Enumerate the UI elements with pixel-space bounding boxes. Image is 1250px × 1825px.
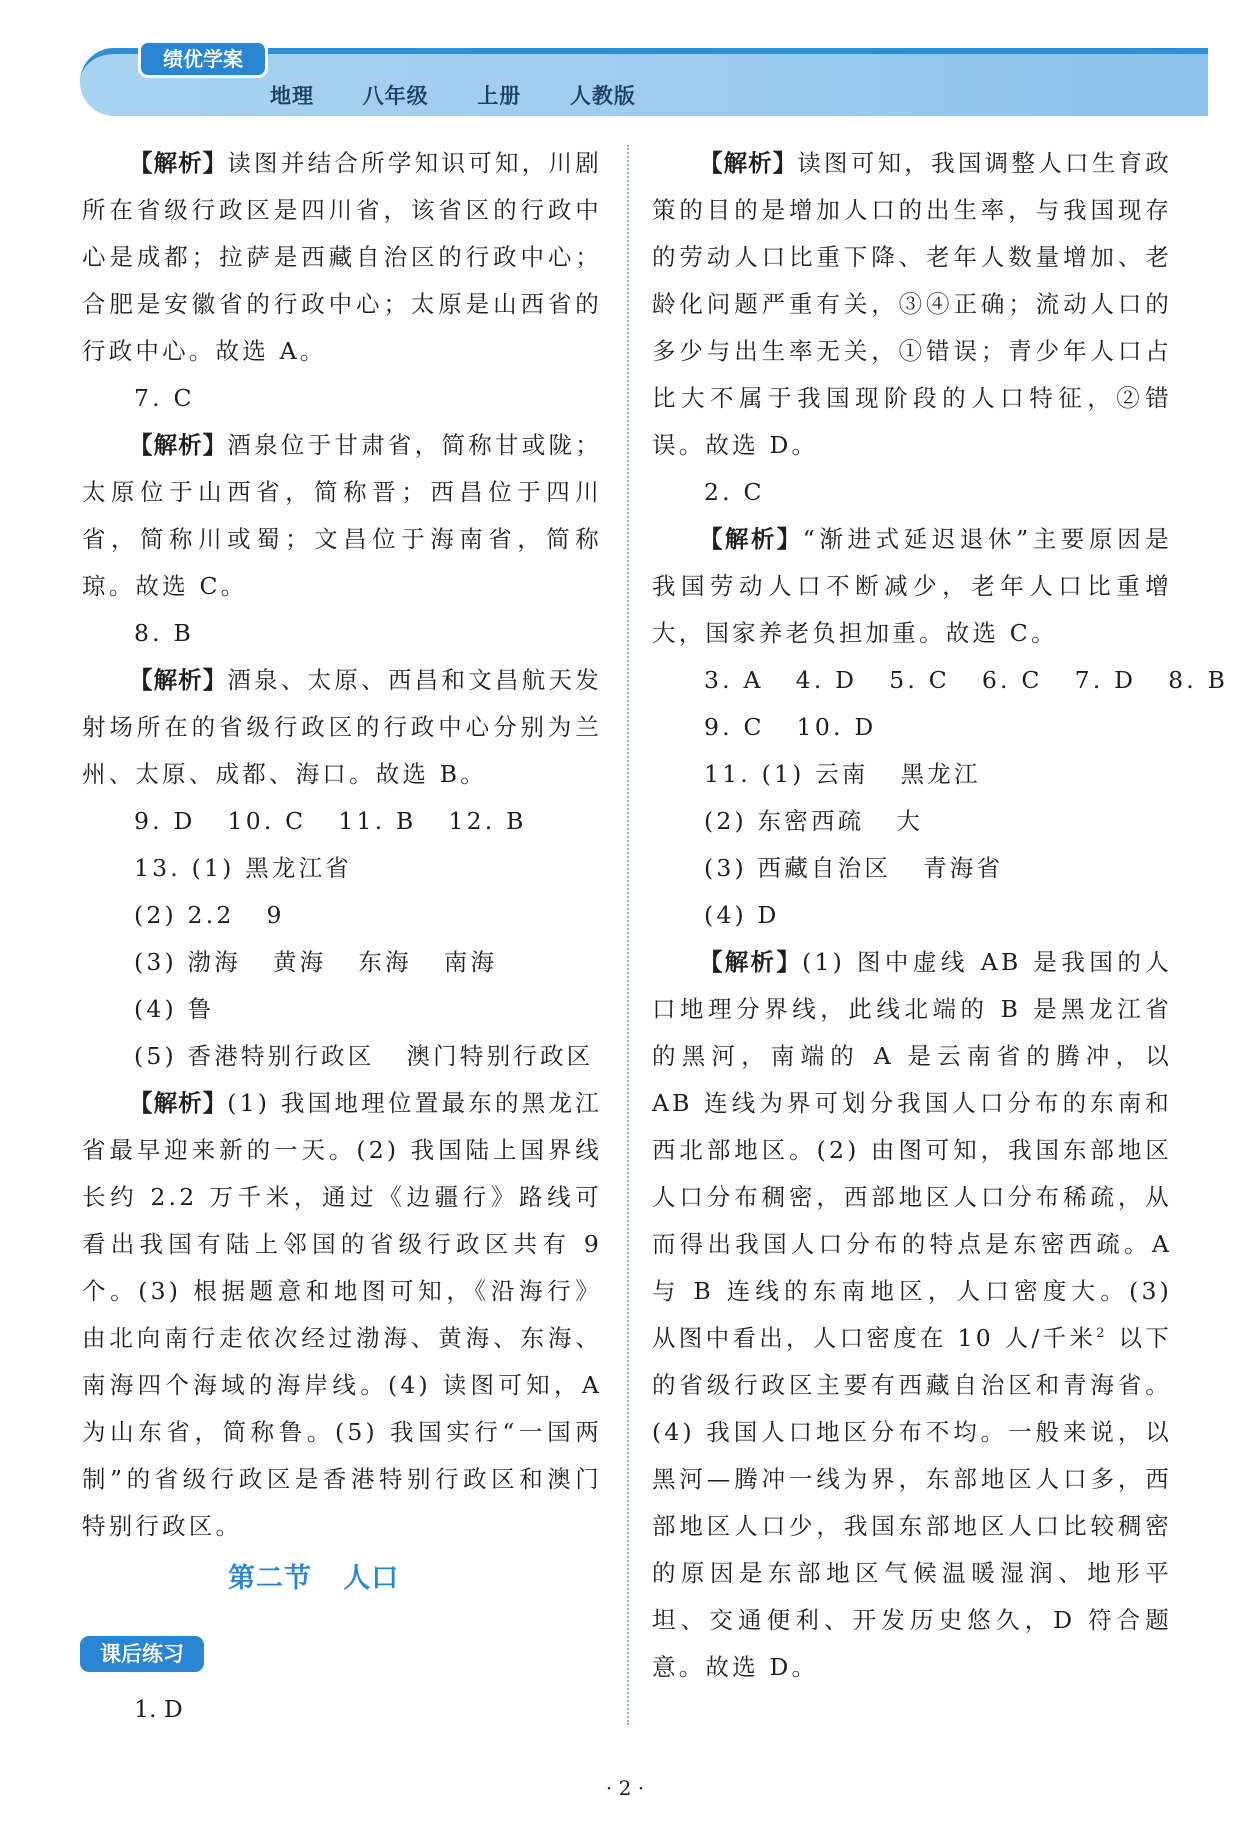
- analysis-text: “渐进式延迟退休”主要原因是我国劳动人口不断减少，老年人口比重增大，国家养老负担加重。故选 C。: [652, 525, 1172, 647]
- answer-line: 13. (1) 黑龙江省: [134, 854, 353, 882]
- answer-line: (2) 东密西疏 大: [704, 807, 924, 835]
- answer-line: (3) 西藏自治区 青海省: [704, 854, 1004, 882]
- left-column: [82, 140, 602, 1550]
- superscript: 2: [1096, 1326, 1108, 1342]
- analysis-text: 酒泉位于甘肃省，简称甘或陇；太原位于山西省，简称晋；西昌位于四川省，简称川或蜀；文昌位于海南省，简称琼。故选 C。: [82, 431, 602, 600]
- page-number: · 2 ·: [605, 1776, 645, 1800]
- book-subtitle: 地理 八年级 上册 人教版: [270, 84, 636, 108]
- analysis-paragraph: [652, 516, 1172, 657]
- analysis-text: (1) 图中虚线 AB 是我国的人口地理分界线，此线北端的 B 是黑龙江省的黑河，南端的 A 是云南省的腾冲，以 AB 连线为界可划分我国人口分布的东南和西北部地区。(2) 由图可知，我国东部地区人口分布稠密，西部地区人口分布稀疏，从而得出我国人口分布的特点是东密西疏。A 与 B 连线的东南地区，人口密度大。(3) 从图中看出，人口密度在 10 人/千米: [652, 948, 1172, 1352]
- answer-line: 9. C 10. D: [704, 713, 877, 741]
- analysis-paragraph: [82, 140, 602, 375]
- analysis-text: 酒泉、太原、西昌和文昌航天发射场所在的省级行政区的行政中心分别为兰州、太原、成都、海口。故选 B。: [82, 666, 602, 788]
- answer-line: 3. A 4. D 5. C 6. C 7. D 8. B: [704, 666, 1229, 694]
- analysis-paragraph: [652, 140, 1172, 469]
- analysis-tag: 【解析】: [129, 1089, 228, 1117]
- answer-line: 1. D: [134, 1695, 183, 1723]
- analysis-text: 以下的省级行政区主要有西藏自治区和青海省。(4) 我国人口地区分布不均。一般来说，以黑河—腾冲一线为界，东部地区人口多，西部地区人口少，我国东部地区人口比较稠密的原因是东部地区气候温暖湿润、地形平坦、交通便利、开发历史悠久，D 符合题意。故选 D。: [652, 1324, 1173, 1681]
- answer-line: (5) 香港特别行政区 澳门特别行政区: [134, 1042, 594, 1070]
- analysis-tag: 【解析】: [129, 666, 228, 694]
- analysis-paragraph: [652, 939, 1172, 1691]
- analysis-text: 读图并结合所学知识可知，川剧所在省级行政区是四川省，该省区的行政中心是成都；拉萨是西藏自治区的行政中心；合肥是安徽省的行政中心；太原是山西省的行政中心。故选 A。: [82, 149, 602, 365]
- analysis-paragraph: [82, 422, 602, 610]
- answer-line: 11. (1) 云南 黑龙江: [704, 760, 981, 788]
- section-title: 第二节 人口: [228, 1563, 400, 1594]
- answer-line: (2) 2.2 9: [134, 901, 285, 929]
- analysis-text: (1) 我国地理位置最东的黑龙江省最早迎来新的一天。(2) 我国陆上国界线长约 2.2 万千米，通过《边疆行》路线可看出我国有陆上邻国的省级行政区共有 9 个。(3) 根据题意和地图可知，《沿海行》由北向南行走依次经过渤海、黄海、东海、南海四个海域的海岸线。(4) 读图可知，A 为山东省，简称鲁。(5) 我国实行“一国两制”的省级行政区是香港特别行政区和澳门特别行政区。: [82, 1089, 602, 1540]
- answer-line: 8. B: [134, 619, 194, 647]
- answer-line: (3) 渤海 黄海 东海 南海: [134, 948, 498, 976]
- analysis-text: 读图可知，我国调整人口生育政策的目的是增加人口的出生率，与我国现存的劳动人口比重下降、老年人数量增加、老龄化问题严重有关，③④正确；流动人口的多少与出生率无关，①错误；青少年人口占比大不属于我国现阶段的人口特征，②错误。故选 D。: [652, 149, 1172, 459]
- answer-line: (4) D: [704, 901, 780, 929]
- right-column: [652, 140, 1229, 1691]
- analysis-tag: 【解析】: [129, 431, 228, 459]
- answer-line: 9. D 10. C 11. B 12. B: [134, 807, 527, 835]
- analysis-tag: 【解析】: [699, 149, 798, 177]
- book-title-tab: 绩优学案: [138, 40, 268, 78]
- analysis-tag: 【解析】: [129, 149, 228, 177]
- answer-line: (4) 鲁: [134, 995, 215, 1023]
- analysis-tag: 【解析】: [699, 948, 803, 976]
- column-divider: [627, 145, 629, 1725]
- answer-line: 2. C: [704, 478, 765, 506]
- analysis-paragraph: [82, 657, 602, 798]
- analysis-tag: 【解析】: [699, 525, 803, 553]
- practice-label: 课后练习: [80, 1636, 204, 1672]
- answer-line: 7. C: [134, 384, 195, 412]
- analysis-paragraph: [82, 1080, 602, 1550]
